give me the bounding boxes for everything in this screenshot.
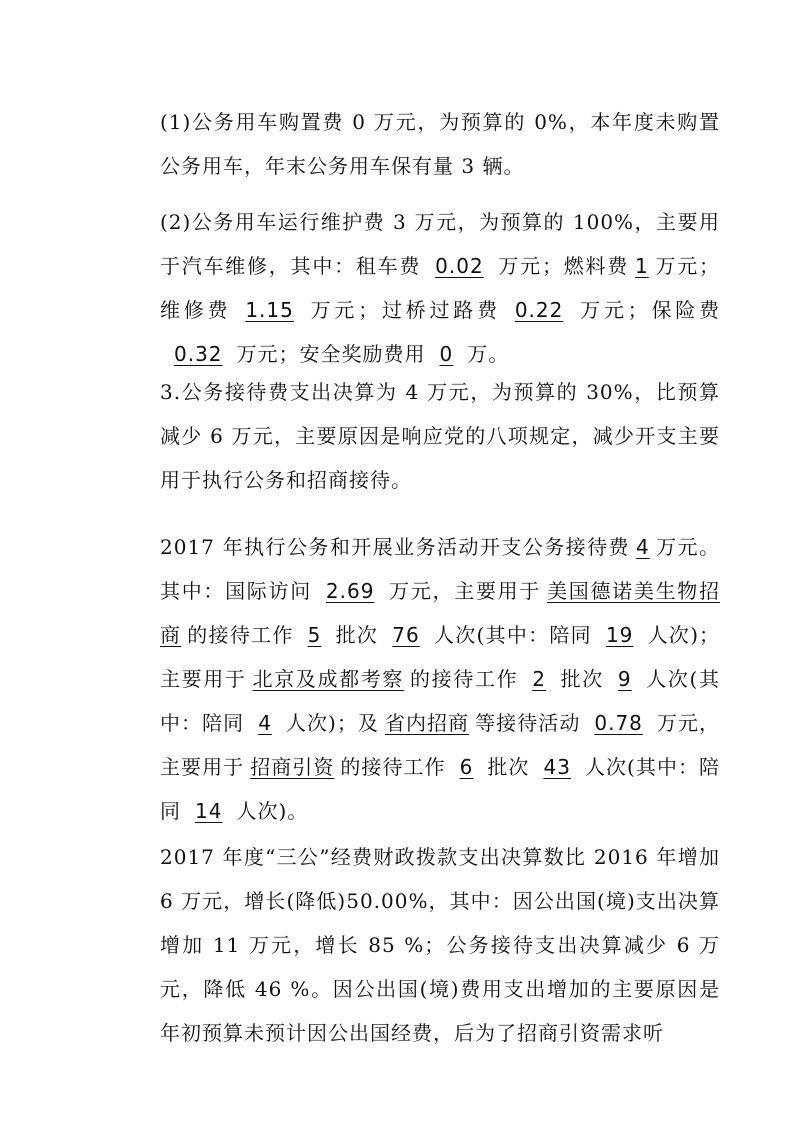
toll-fee-value: 0.22 [514,298,564,322]
text: 万元；保险费 [577,298,721,322]
text: 万元，主要用于 [160,711,721,779]
text: 批次 [559,667,604,691]
text: 人次)；主要用于 [160,623,721,691]
rent-fee-value: 0.02 [435,254,484,278]
investment-persons-value: 43 [543,755,571,779]
paragraph-reception-detail [120,525,720,833]
text: 等接待活动 [475,711,581,735]
paragraph-reception-expense: 3.公务接待费支出决算为 4 万元，为预算的 30%，比预算减少 6 万元，主要原因是响应党的八项规定，减少开支主要用于执行公务和招商接待。 [160,380,720,492]
text: 人次)；及 [285,711,379,735]
intl-persons-value: 76 [392,623,420,647]
repair-fee-value: 1.15 [245,298,294,322]
intl-accompany-value: 19 [605,623,634,647]
text: 批次 [487,755,530,779]
text: 人次(其中：陪同 [160,755,721,823]
intl-purpose-value: 美国德诺美生物招商 [160,579,720,647]
fuel-fee-value: 1 [635,254,649,278]
provincial-purpose-value: 省内招商 [384,711,470,735]
text: 人次)。 [236,799,309,823]
paragraph-vehicle-maintenance [120,200,720,376]
text: 万元；燃料费 [497,254,629,278]
text: 2017 年执行公务和开展业务活动开支公务接待费 [160,535,630,559]
investment-purpose-value: 招商引资 [250,755,335,779]
text: 万元；过桥过路费 [307,298,501,322]
intl-batches-value: 5 [307,623,322,647]
text: 的接待工作 [187,623,294,647]
text: 万元；安全奖励费用 [236,342,426,366]
paragraph-vehicle-purchase: (1)公务用车购置费 0 万元，为预算的 0%，本年度未购置公务用车，年末公务用车保有量 3 辆。 [160,110,720,178]
reception-total-value: 4 [635,535,650,559]
text: 万元，主要用于 [388,579,542,603]
text: 人次(其中：陪同 [160,667,721,735]
domestic-purpose-value: 北京及成都考察 [252,667,405,691]
domestic-accompany-value: 4 [258,711,272,735]
text: 的接待工作 [410,667,519,691]
investment-batches-value: 6 [459,755,474,779]
intl-amount-value: 2.69 [325,579,375,603]
text: 万。 [467,342,510,366]
text: (2)公务用车运行维护费 3 万元，为预算的 100%，主要用于汽车维修，其中：租车费 [160,210,720,278]
domestic-persons-value: 9 [617,667,632,691]
text: 人次(其中：陪同 [433,623,592,647]
text: 万元。其中：国际访问 [160,535,720,603]
investment-accompany-value: 14 [195,799,223,823]
domestic-batches-value: 2 [532,667,546,691]
safety-reward-value: 0 [439,342,454,366]
insurance-fee-value: 0.32 [174,342,223,366]
text: 批次 [335,623,379,647]
text: 的接待工作 [340,755,446,779]
paragraph-three-public-comparison: 2017 年度“三公”经费财政拨款支出决算数比 2016 年增加 6 万元，增长(降低)50.00%，其中：因公出国(境)支出决算增加 11 万元，增长 85 %；公务接待支出决算减少 6 万元，降低 46 %。因公出国(境)费用支出增加的主要原因是年初预算未预计因公出国经费，后为了招商引资需求听 [160,845,720,1045]
text: 万元；维修费 [160,254,721,322]
provincial-amount-value: 0.78 [594,711,643,735]
